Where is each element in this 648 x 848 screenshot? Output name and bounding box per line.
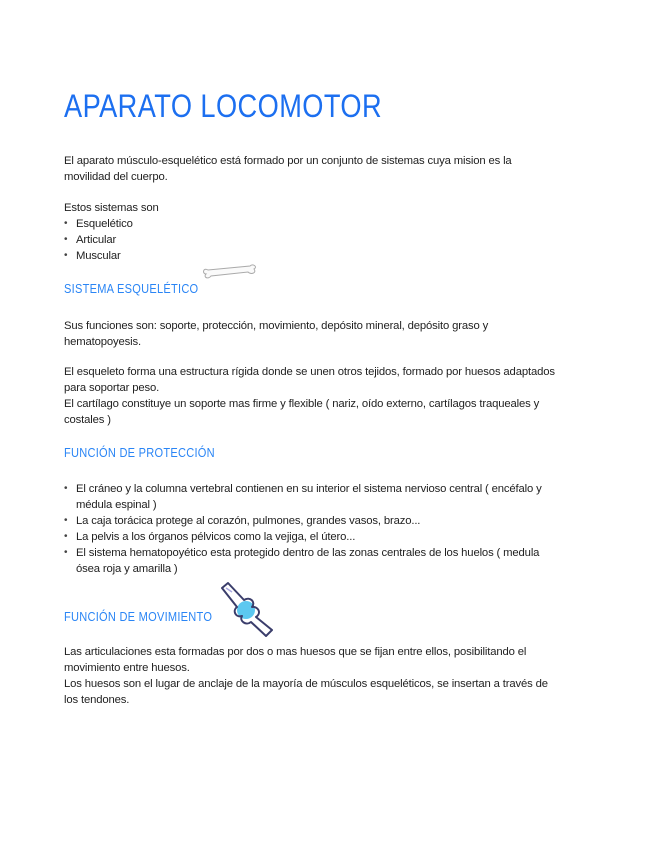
list-item-continuation: médula espinal )	[76, 499, 157, 511]
intro-line: movilidad del cuerpo.	[64, 171, 168, 183]
section-line: El cartílago constituye un soporte mas firme y flexible ( nariz, oído externo, cartílagos traqueales y	[64, 398, 540, 410]
section-line: hematopoyesis.	[64, 336, 142, 348]
bone-icon	[200, 262, 260, 282]
joint-icon	[218, 580, 278, 640]
section-line: Las articulaciones esta formadas por dos o mas huesos que se fijan entre ellos, posibilitando el	[64, 646, 527, 658]
intro-line: El aparato músculo-esquelético está formado por un conjunto de sistemas cuya mision es la	[64, 155, 512, 167]
section-heading-movimiento: FUNCIÓN DE MOVIMIENTO	[64, 609, 213, 624]
bullet-icon: •	[64, 218, 68, 229]
bullet-icon: •	[64, 234, 68, 245]
section-heading-esqueletico: SISTEMA ESQUELÉTICO	[64, 281, 199, 296]
section-line: movimiento entre huesos.	[64, 662, 190, 674]
list-item: Esquelético	[76, 218, 133, 230]
bullet-icon: •	[64, 483, 68, 494]
section-line: El esqueleto forma una estructura rígida donde se unen otros tejidos, formado por huesos adaptados	[64, 366, 555, 378]
list-intro: Estos sistemas son	[64, 202, 159, 214]
list-item: La pelvis a los órganos pélvicos como la vejiga, el útero...	[76, 531, 356, 543]
list-item: El sistema hematopoyético esta protegido dentro de las zonas centrales de los huelos ( medula	[76, 547, 540, 559]
section-line: los tendones.	[64, 694, 130, 706]
section-line: para soportar peso.	[64, 382, 160, 394]
list-item: Muscular	[76, 250, 121, 262]
list-item-continuation: ósea roja y amarilla )	[76, 563, 178, 575]
list-item: La caja torácica protege al corazón, pulmones, grandes vasos, brazo...	[76, 515, 421, 527]
section-line: Sus funciones son: soporte, protección, movimiento, depósito mineral, depósito graso y	[64, 320, 489, 332]
bullet-icon: •	[64, 515, 68, 526]
bullet-icon: •	[64, 531, 68, 542]
bullet-icon: •	[64, 250, 68, 261]
section-line: Los huesos son el lugar de anclaje de la mayoría de músculos esqueléticos, se insertan a través de	[64, 678, 548, 690]
list-item: El cráneo y la columna vertebral contienen en su interior el sistema nervioso central ( encéfalo y	[76, 483, 542, 495]
list-item: Articular	[76, 234, 117, 246]
bullet-icon: •	[64, 547, 68, 558]
page-title: APARATO LOCOMOTOR	[64, 88, 383, 124]
section-heading-proteccion: FUNCIÓN DE PROTECCIÓN	[64, 445, 215, 460]
section-line: costales )	[64, 414, 111, 426]
